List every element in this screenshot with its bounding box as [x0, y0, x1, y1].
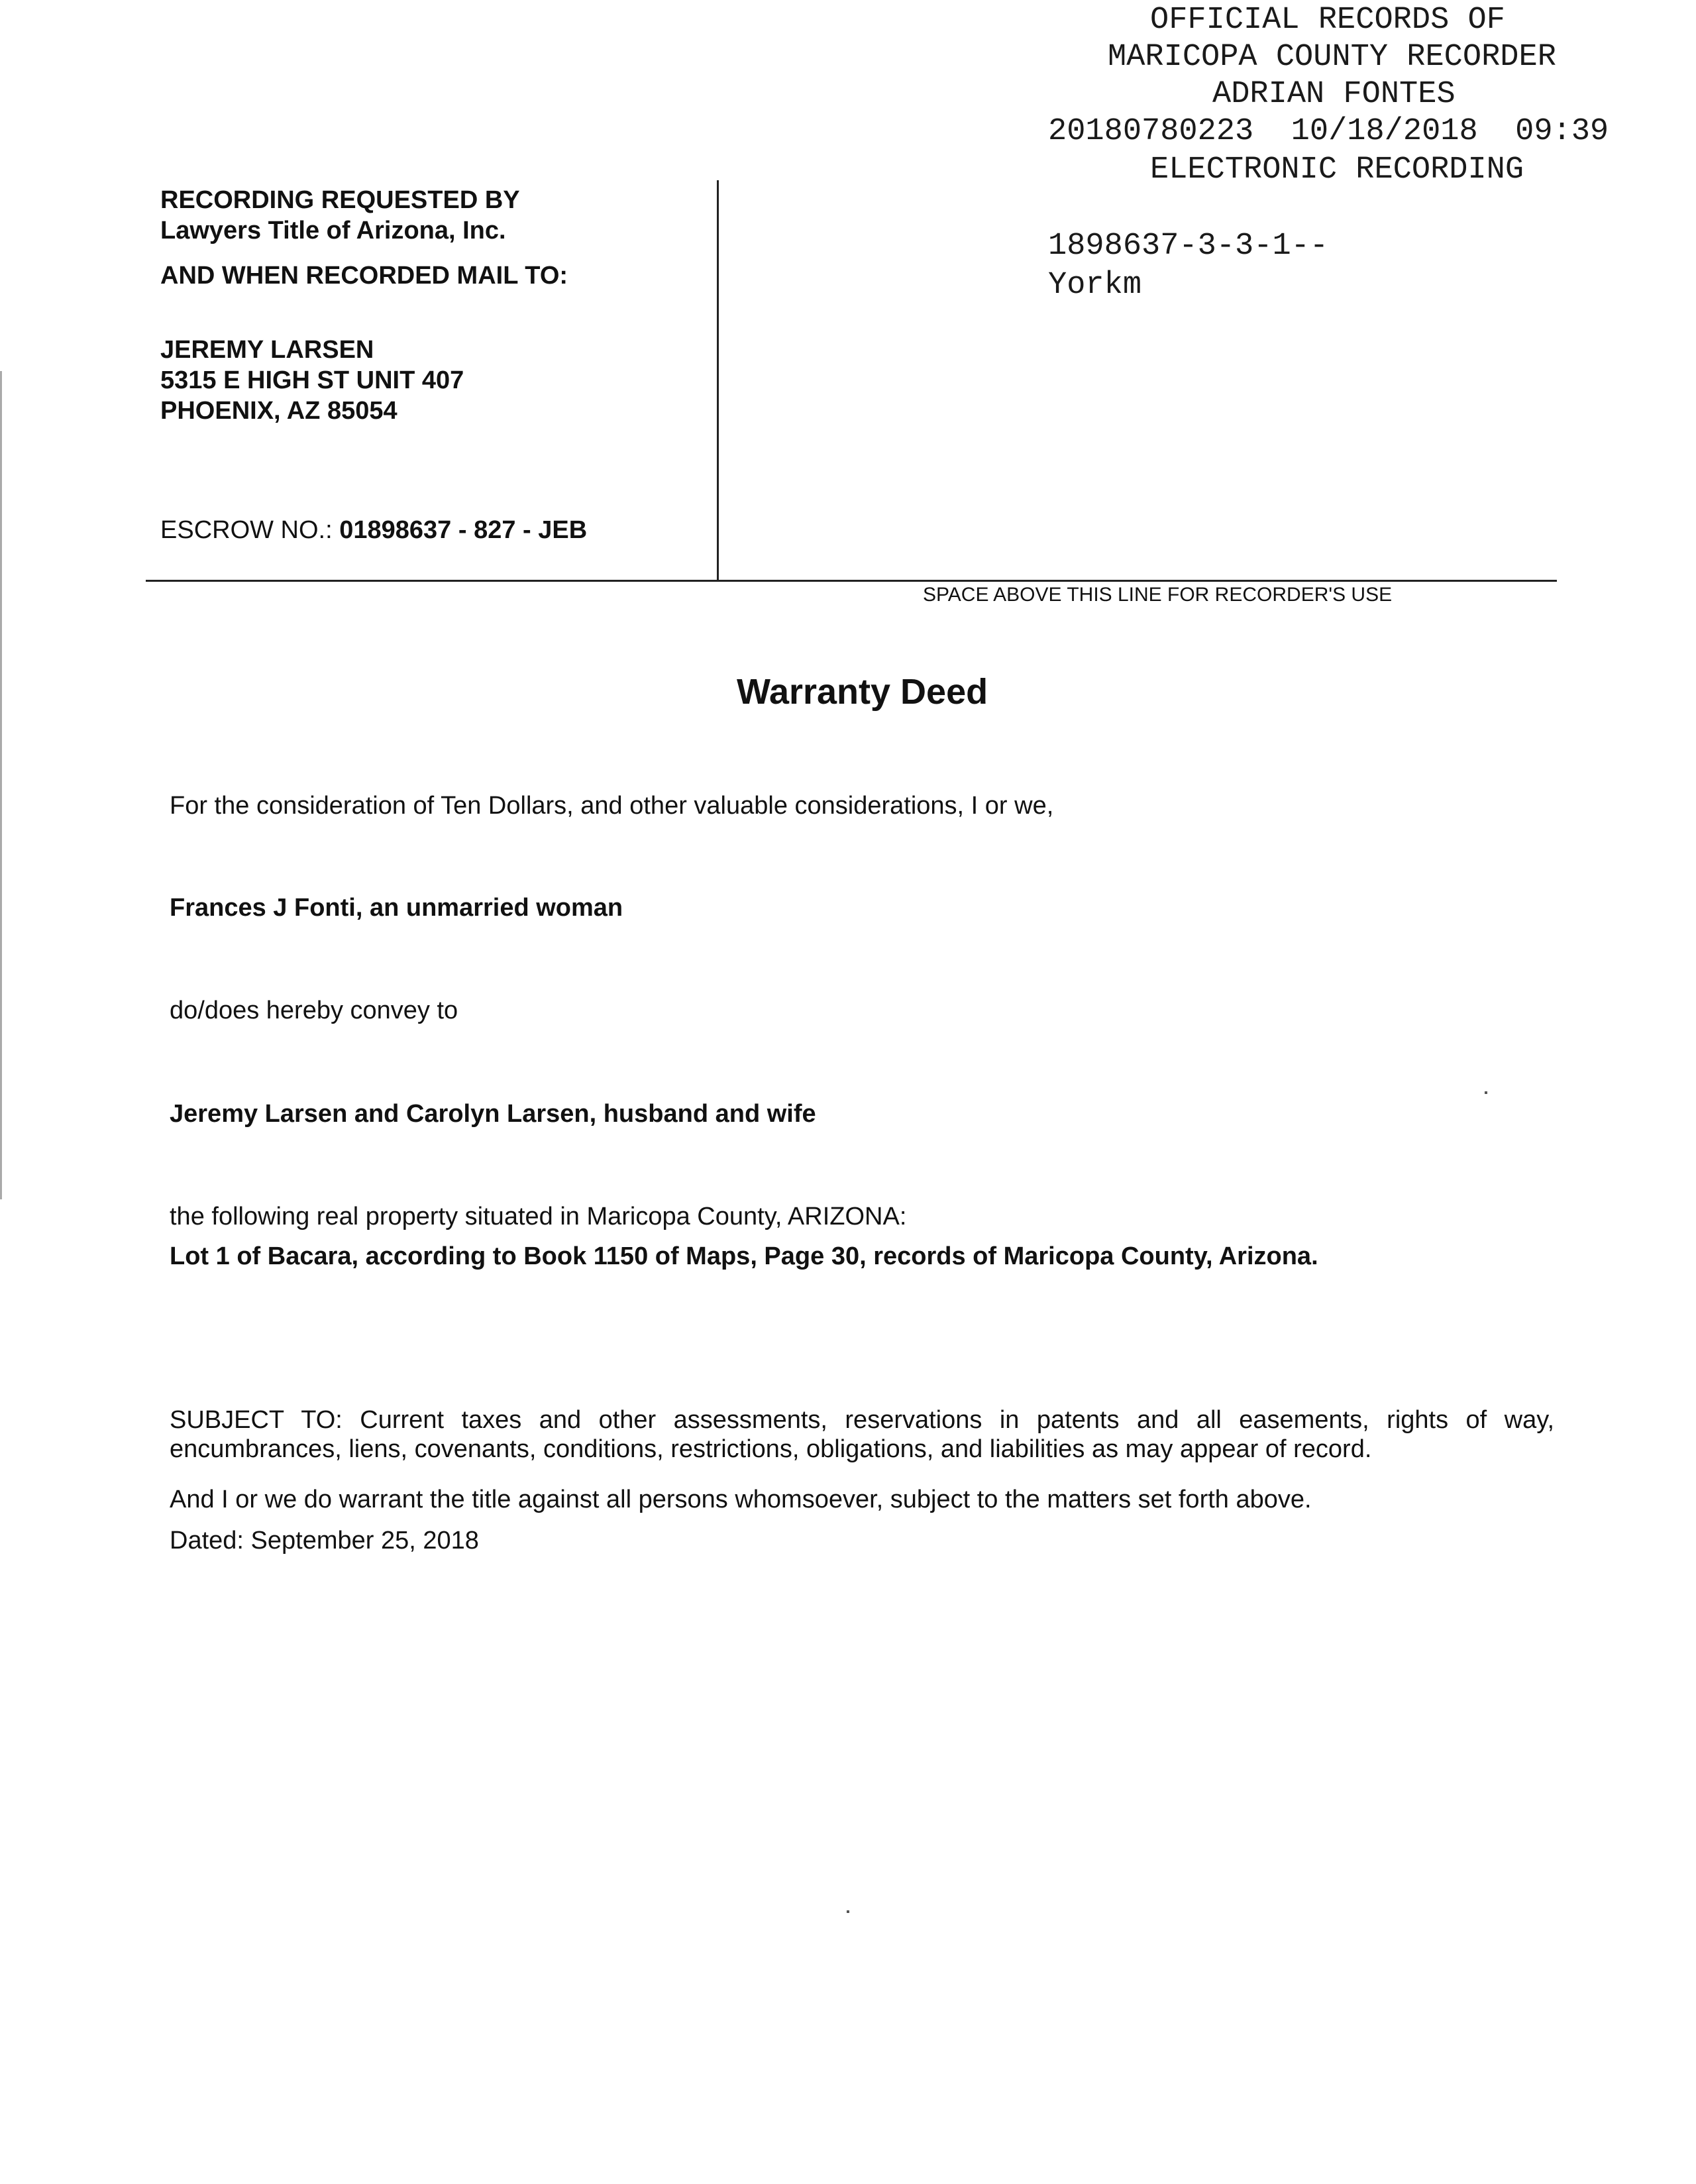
stamp-line-1: OFFICIAL RECORDS OF	[1150, 3, 1505, 38]
document-title: Warranty Deed	[737, 672, 988, 712]
escrow-number-line	[160, 516, 587, 545]
scan-edge-mark	[0, 371, 2, 1199]
escrow-number: 01898637 - 827 - JEB	[339, 516, 588, 544]
stamp-line-5: ELECTRONIC RECORDING	[1150, 152, 1524, 188]
consideration-clause: For the consideration of Ten Dollars, and other valuable considerations, I or we,	[170, 792, 1054, 820]
subject-to-clause: SUBJECT TO: Current taxes and other assessments, reservations in patents and all easements, rights of way, encumbrances, liens, covenants, conditions, restrictions, obligations, and liabilities as may appear of record.	[170, 1406, 1554, 1463]
escrow-label: ESCROW NO.:	[160, 516, 333, 544]
convey-clause: do/does hereby convey to	[170, 997, 458, 1024]
mail-to-name: JEREMY LARSEN	[160, 336, 374, 364]
grantee: Jeremy Larsen and Carolyn Larsen, husband and wife	[170, 1100, 816, 1128]
warranty-clause: And I or we do warrant the title against all persons whomsoever, subject to the matters set forth above.	[170, 1486, 1312, 1513]
legal-description: Lot 1 of Bacara, according to Book 1150 of Maps, Page 30, records of Maricopa County, Arizona.	[170, 1242, 1318, 1270]
mail-to-city: PHOENIX, AZ 85054	[160, 397, 398, 425]
recorder-space-note: SPACE ABOVE THIS LINE FOR RECORDER'S USE	[923, 584, 1393, 606]
mail-to-label: AND WHEN RECORDED MAIL TO:	[160, 262, 568, 290]
requested-by-company: Lawyers Title of Arizona, Inc.	[160, 217, 506, 245]
property-intro: the following real property situated in Maricopa County, ARIZONA:	[170, 1203, 907, 1230]
stamp-line-2: MARICOPA COUNTY RECORDER	[1108, 40, 1556, 75]
requested-by-label: RECORDING REQUESTED BY	[160, 186, 520, 214]
document-number: 1898637-3-3-1--	[1048, 229, 1329, 264]
recorder-space-line	[146, 580, 1557, 582]
scan-dot	[1485, 1091, 1487, 1094]
operator-id: Yorkm	[1048, 268, 1142, 303]
stamp-line-3: ADRIAN FONTES	[1212, 77, 1456, 112]
dated-line: Dated: September 25, 2018	[170, 1527, 479, 1555]
recorder-stamp	[1034, 0, 1670, 192]
scan-dot	[847, 1910, 849, 1913]
stamp-line-4: 20180780223 10/18/2018 09:39	[1048, 114, 1609, 149]
mail-to-street: 5315 E HIGH ST UNIT 407	[160, 366, 464, 394]
header-divider-vertical	[717, 180, 719, 582]
grantor: Frances J Fonti, an unmarried woman	[170, 894, 623, 922]
